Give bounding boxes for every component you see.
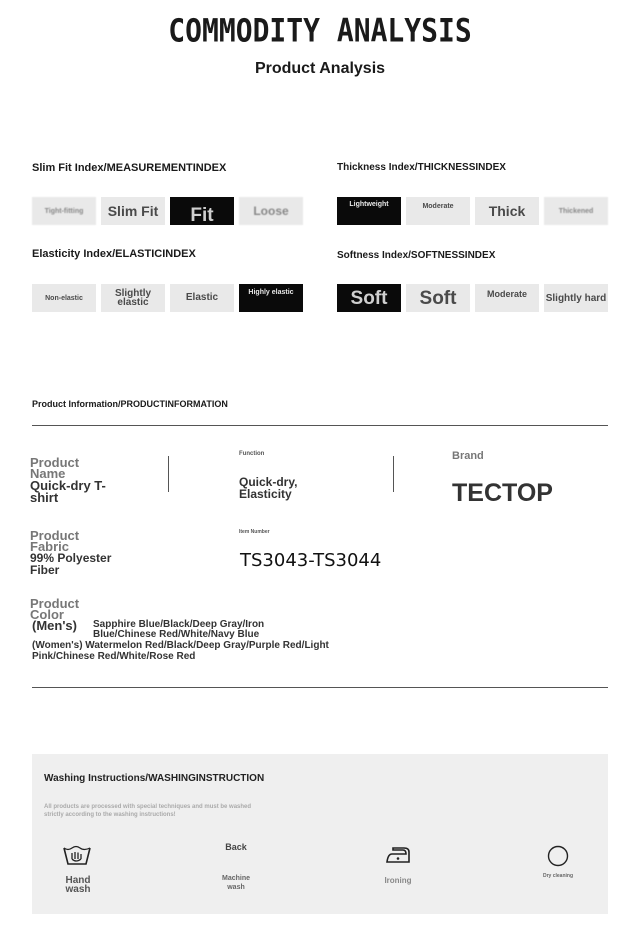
- washing-note: All products are processed with special techniques and must be washed strictly according to the washing instructions!: [44, 804, 252, 818]
- item-number-value: TS3043-TS3044: [240, 550, 382, 571]
- womens-colors: (Women's) Watermelon Red/Black/Deep Gray/Purple Red/Light Pink/Chinese Red/White/Rose Red: [32, 640, 329, 662]
- softness-index-label: Softness Index/SOFTNESSINDEX: [337, 250, 496, 261]
- divider-vertical-1: [168, 456, 169, 492]
- hand-wash-label: Hand wash: [65, 875, 91, 895]
- thickness-option-thickened: Thickened: [544, 197, 608, 225]
- product-fabric-label: Product Fabric: [30, 528, 80, 554]
- hand-wash-icon: [62, 844, 92, 870]
- thickness-option-moderate: Moderate: [406, 197, 470, 225]
- iron-icon: [384, 844, 412, 870]
- back-label: Back: [225, 842, 247, 852]
- divider-top: [32, 425, 608, 426]
- elasticity-option-highly: Highly elastic: [239, 284, 303, 312]
- page-subtitle: Product Analysis: [254, 60, 386, 77]
- brand-label: Brand: [452, 450, 484, 462]
- product-name-value: Quick-dry T-shirt: [30, 478, 106, 505]
- softness-option-moderate: Moderate: [475, 284, 539, 312]
- slim-fit-option-fit: Fit: [170, 197, 234, 225]
- page-title: COMMODITY ANALYSIS: [168, 11, 472, 50]
- elasticity-option-elastic: Elastic: [170, 284, 234, 312]
- thickness-option-thick: Thick: [475, 197, 539, 225]
- function-value: Quick-dry, Elasticity: [239, 475, 298, 501]
- divider-bottom: [32, 687, 608, 688]
- thickness-index-label: Thickness Index/THICKNESSINDEX: [337, 162, 506, 173]
- mens-colors: Sapphire Blue/Black/Deep Gray/Iron Blue/Chinese Red/White/Navy Blue: [93, 619, 265, 640]
- product-color-label: Product Color: [30, 596, 80, 622]
- ironing-label: Ironing: [384, 876, 412, 885]
- product-info-section-label: Product Information/PRODUCTINFORMATION: [32, 399, 228, 409]
- divider-vertical-2: [393, 456, 394, 492]
- function-label: Function: [239, 451, 265, 457]
- machine-wash-label: Machine wash: [221, 875, 250, 891]
- slim-fit-option-tight: Tight-fitting: [32, 197, 96, 225]
- brand-value: TECTOP: [452, 479, 553, 507]
- product-fabric-value: 99% Polyester Fiber: [30, 551, 112, 577]
- softness-option-soft: Soft: [406, 284, 470, 312]
- mens-label: (Men's): [32, 618, 77, 633]
- washing-title: Washing Instructions/WASHINGINSTRUCTION: [44, 773, 265, 784]
- elasticity-index-label: Elasticity Index/ELASTICINDEX: [32, 248, 196, 260]
- item-number-label: Item Number: [239, 529, 270, 535]
- slim-fit-option-slim: Slim Fit: [101, 197, 165, 225]
- elasticity-option-non-elastic: Non-elastic: [32, 284, 96, 312]
- dry-cleaning-label: Dry cleaning: [542, 873, 573, 879]
- softness-option-slightly-hard: Slightly hard: [544, 284, 608, 312]
- thickness-option-lightweight: Lightweight: [337, 197, 401, 225]
- slim-fit-option-loose: Loose: [239, 197, 303, 225]
- product-name-label: Product Name: [30, 455, 80, 481]
- dry-clean-icon: [546, 845, 570, 873]
- elasticity-option-slightly: Slightly elastic: [101, 284, 165, 312]
- slim-fit-index-label: Slim Fit Index/MEASUREMENTINDEX: [32, 162, 227, 174]
- softness-option-soft-selected: Soft: [337, 284, 401, 312]
